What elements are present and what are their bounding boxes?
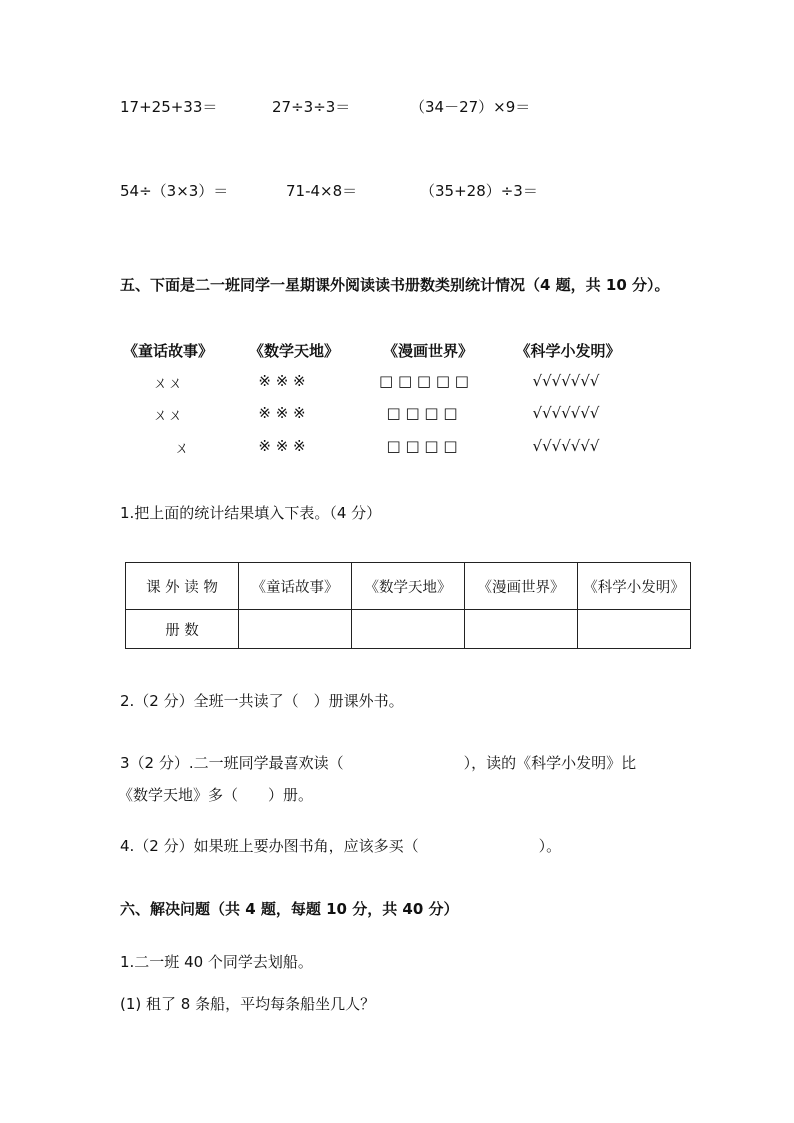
tally-science-invention: √√√√√√√: [532, 437, 600, 455]
question-5-3-line1: 3（2 分）.二一班同学最喜欢读（ ），读的《科学小发明》比: [120, 754, 637, 772]
tally-math-world: ※ ※ ※: [258, 437, 306, 455]
calc-expr-3: （34－27）×9＝: [410, 98, 531, 116]
calc-expr-2: 27÷3÷3＝: [272, 98, 351, 116]
book-title-comic-world: 《漫画世界》: [382, 342, 473, 360]
table-header-cell: 课 外 读 物: [126, 563, 239, 610]
tally-fairy-tales: ㄨㄨ: [152, 406, 183, 424]
table-row-label: 册 数: [126, 610, 239, 649]
tally-science-invention: √√√√√√√: [532, 372, 600, 390]
question-6-1-sub1: (1) 租了 8 条船，平均每条船坐几人？: [120, 995, 376, 1013]
table-row: [126, 610, 691, 649]
section5-heading: 五、下面是二一班同学一星期课外阅读读书册数类别统计情况（4 题，共 10 分）。: [120, 276, 670, 294]
question-5-4: 4.（2 分）如果班上要办图书角，应该多买（ ）。: [120, 837, 562, 855]
tally-row: [0, 372, 794, 394]
tally-comic-world: □ □ □ □: [386, 437, 458, 455]
question-5-2: 2.（2 分）全班一共读了（ ）册课外书。: [120, 692, 404, 710]
section6-heading: 六、解决问题（共 4 题，每题 10 分，共 40 分）: [120, 900, 459, 918]
tally-science-invention: √√√√√√√: [532, 404, 600, 422]
tally-math-world: ※ ※ ※: [258, 372, 306, 390]
answer-cell[interactable]: [239, 610, 352, 649]
book-title-science-invention: 《科学小发明》: [515, 342, 621, 360]
question-5-1: 1.把上面的统计结果填入下表。（4 分）: [120, 504, 382, 522]
answer-cell[interactable]: [352, 610, 465, 649]
question-5-3-line2: 《数学天地》多（ ）册。: [118, 786, 314, 804]
book-title-row: [0, 340, 794, 362]
tally-comic-world: □ □ □ □ □: [379, 372, 469, 390]
calc-expr-6: （35+28）÷3＝: [420, 182, 538, 200]
table-row: [126, 563, 691, 610]
book-title-fairy-tales: 《童话故事》: [122, 342, 213, 360]
stats-table: [125, 562, 691, 649]
tally-fairy-tales: ㄨ: [174, 439, 190, 457]
calc-expr-5: 71-4×8＝: [286, 182, 358, 200]
tally-math-world: ※ ※ ※: [258, 404, 306, 422]
answer-cell[interactable]: [465, 610, 578, 649]
table-header-cell: 《童话故事》: [239, 563, 352, 610]
question-6-1: 1.二一班 40 个同学去划船。: [120, 953, 313, 971]
calc-expr-4: 54÷（3×3）＝: [120, 182, 229, 200]
table-header-cell: 《数学天地》: [352, 563, 465, 610]
tally-row: [0, 437, 794, 459]
table-header-cell: 《漫画世界》: [465, 563, 578, 610]
table-header-cell: 《科学小发明》: [578, 563, 691, 610]
book-title-math-world: 《数学天地》: [248, 342, 339, 360]
tally-fairy-tales: ㄨㄨ: [152, 374, 183, 392]
tally-row: [0, 404, 794, 426]
tally-comic-world: □ □ □ □: [386, 404, 458, 422]
calc-expr-1: 17+25+33＝: [120, 98, 218, 116]
answer-cell[interactable]: [578, 610, 691, 649]
